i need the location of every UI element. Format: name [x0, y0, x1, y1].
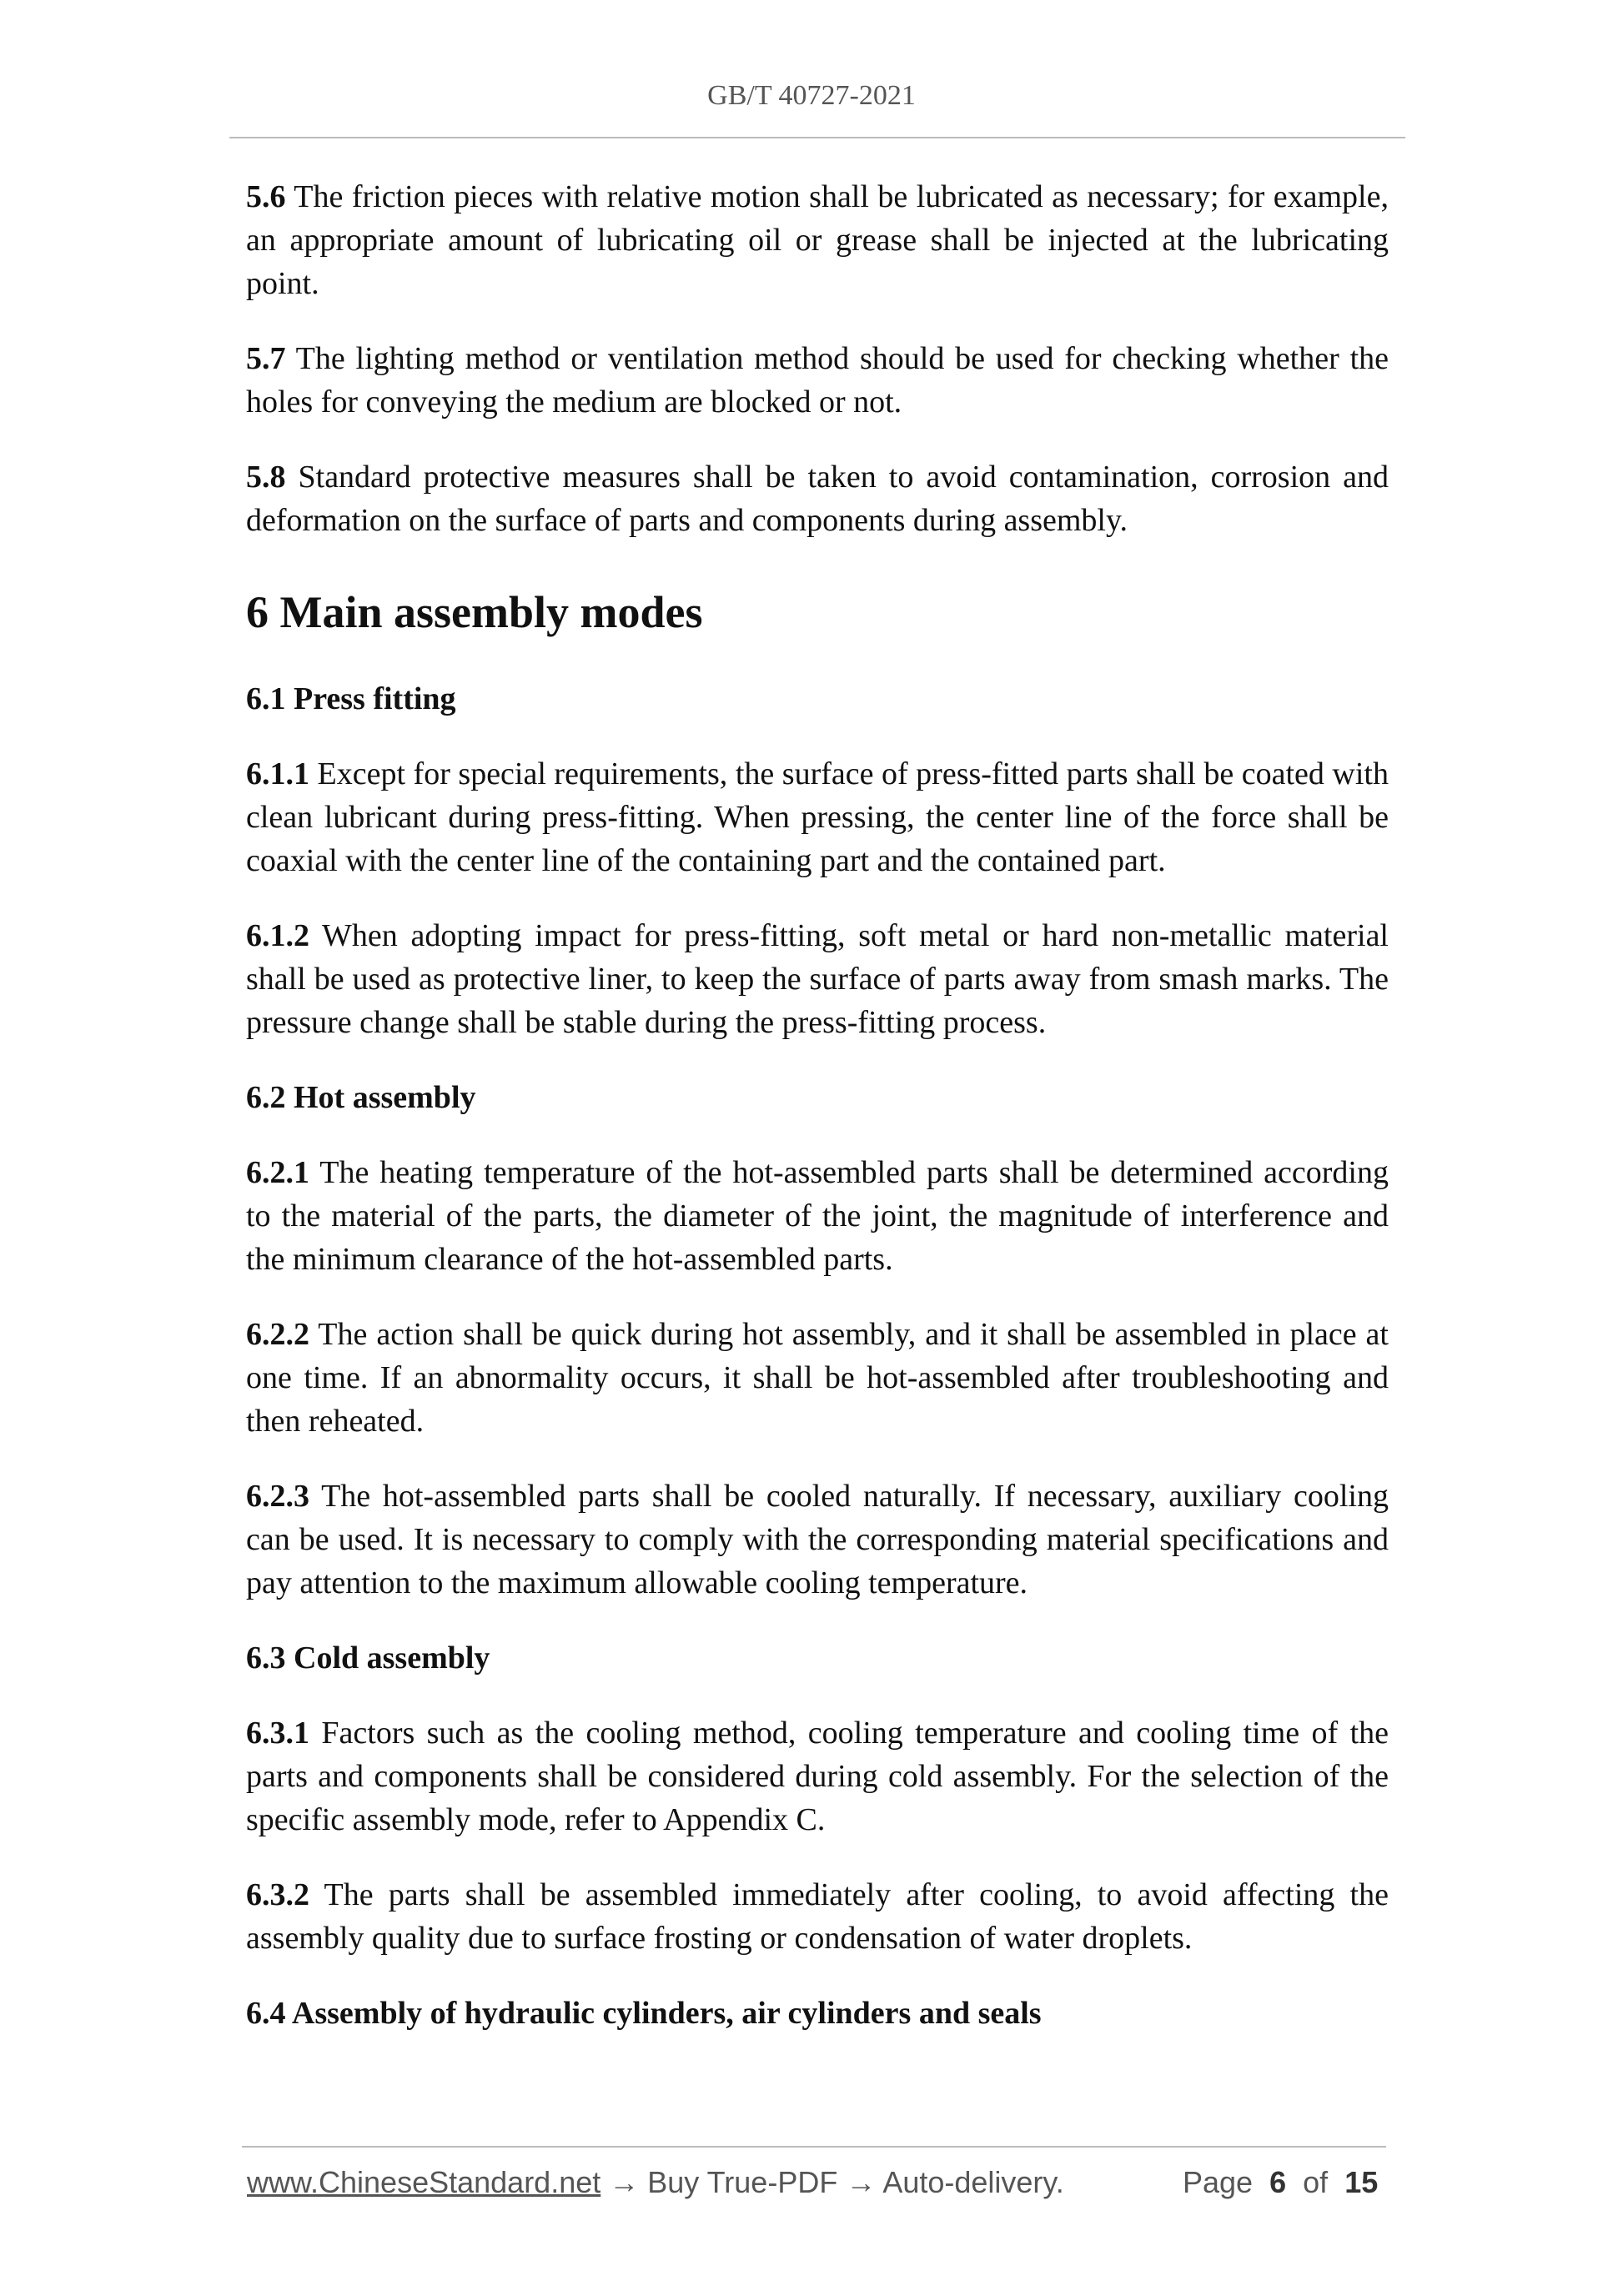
clause-number: 5.7	[246, 341, 286, 376]
header-divider	[229, 137, 1405, 138]
clause-number: 6.3.1	[246, 1716, 309, 1751]
clause-number: 5.6	[246, 179, 286, 214]
clause-5-7	[246, 337, 1389, 424]
clause-text: The lighting method or ventilation method should be used for checking whether the holes for conveying the medium are blocked or not.	[246, 341, 1389, 420]
clause-6-3-2	[246, 1873, 1389, 1960]
of-label: of	[1303, 2165, 1329, 2199]
clause-6-1-1	[246, 752, 1389, 882]
clause-6-2-2	[246, 1313, 1389, 1443]
clause-number: 6.1.1	[246, 756, 309, 791]
section-heading-6-1: 6.1 Press fitting	[246, 681, 456, 716]
page-label: Page	[1183, 2165, 1254, 2199]
clause-5-6	[246, 175, 1389, 305]
document-code-header: GB/T 40727-2021	[707, 80, 916, 111]
clause-number: 6.2.3	[246, 1479, 309, 1514]
section-heading-6-2: 6.2 Hot assembly	[246, 1080, 476, 1115]
promo-text: → Buy True-PDF → Auto-delivery.	[600, 2165, 1064, 2199]
clause-6-1-2	[246, 914, 1389, 1044]
page-indicator	[1183, 2165, 1378, 2200]
clause-text: The heating temperature of the hot-assembled parts shall be determined according to the material of the parts, the diameter of the joint, the magnitude of interference and the minimum clearance of the hot-assembled parts.	[246, 1155, 1389, 1277]
clause-number: 6.2.1	[246, 1155, 309, 1190]
current-page-number: 6	[1269, 2165, 1287, 2199]
clause-6-3-1	[246, 1711, 1389, 1841]
clause-number: 6.1.2	[246, 918, 309, 953]
clause-number: 6.2.2	[246, 1317, 309, 1352]
chapter-heading: 6 Main assembly modes	[246, 587, 703, 637]
clause-5-8	[246, 455, 1389, 542]
clause-text: The parts shall be assembled immediately after cooling, to avoid affecting the assembly quality due to surface frosting or condensation of water droplets.	[246, 1877, 1389, 1956]
footer-promo	[247, 2165, 1064, 2200]
clause-text: Standard protective measures shall be taken to avoid contamination, corrosion and deformation on the surface of parts and components during assembly.	[246, 460, 1389, 538]
page-content	[246, 175, 1389, 2067]
clause-number: 6.3.2	[246, 1877, 309, 1912]
clause-6-2-1	[246, 1151, 1389, 1281]
clause-text: The hot-assembled parts shall be cooled naturally. If necessary, auxiliary cooling can be used. It is necessary to comply with the corresponding material specifications and pay attention to the maximum allowable cooling temperature.	[246, 1479, 1389, 1600]
clause-text: Factors such as the cooling method, cooling temperature and cooling time of the parts and components shall be considered during cold assembly. For the selection of the specific assembly mode, refer to Appendix C.	[246, 1716, 1389, 1837]
total-pages-number: 15	[1344, 2165, 1379, 2199]
clause-text: The friction pieces with relative motion shall be lubricated as necessary; for example, an appropriate amount of lubricating oil or grease shall be injected at the lubricating point.	[246, 179, 1389, 301]
clause-text: The action shall be quick during hot assembly, and it shall be assembled in place at one time. If an abnormality occurs, it shall be hot-assembled after troubleshooting and then reheated.	[246, 1317, 1389, 1439]
website-link[interactable]: www.ChineseStandard.net	[247, 2165, 601, 2199]
section-heading-6-3: 6.3 Cold assembly	[246, 1640, 490, 1676]
section-heading-6-4: 6.4 Assembly of hydraulic cylinders, air cylinders and seals	[246, 1996, 1042, 2031]
clause-text: Except for special requirements, the surface of press-fitted parts shall be coated with clean lubricant during press-fitting. When pressing, the center line of the force shall be coaxial with the center line of the containing part and the contained part.	[246, 756, 1389, 878]
clause-number: 5.8	[246, 460, 286, 495]
footer-divider	[242, 2146, 1386, 2148]
clause-6-2-3	[246, 1475, 1389, 1605]
clause-text: When adopting impact for press-fitting, soft metal or hard non-metallic material shall be used as protective liner, to keep the surface of parts away from smash marks. The pressure change shall be stable during the press-fitting process.	[246, 918, 1389, 1040]
